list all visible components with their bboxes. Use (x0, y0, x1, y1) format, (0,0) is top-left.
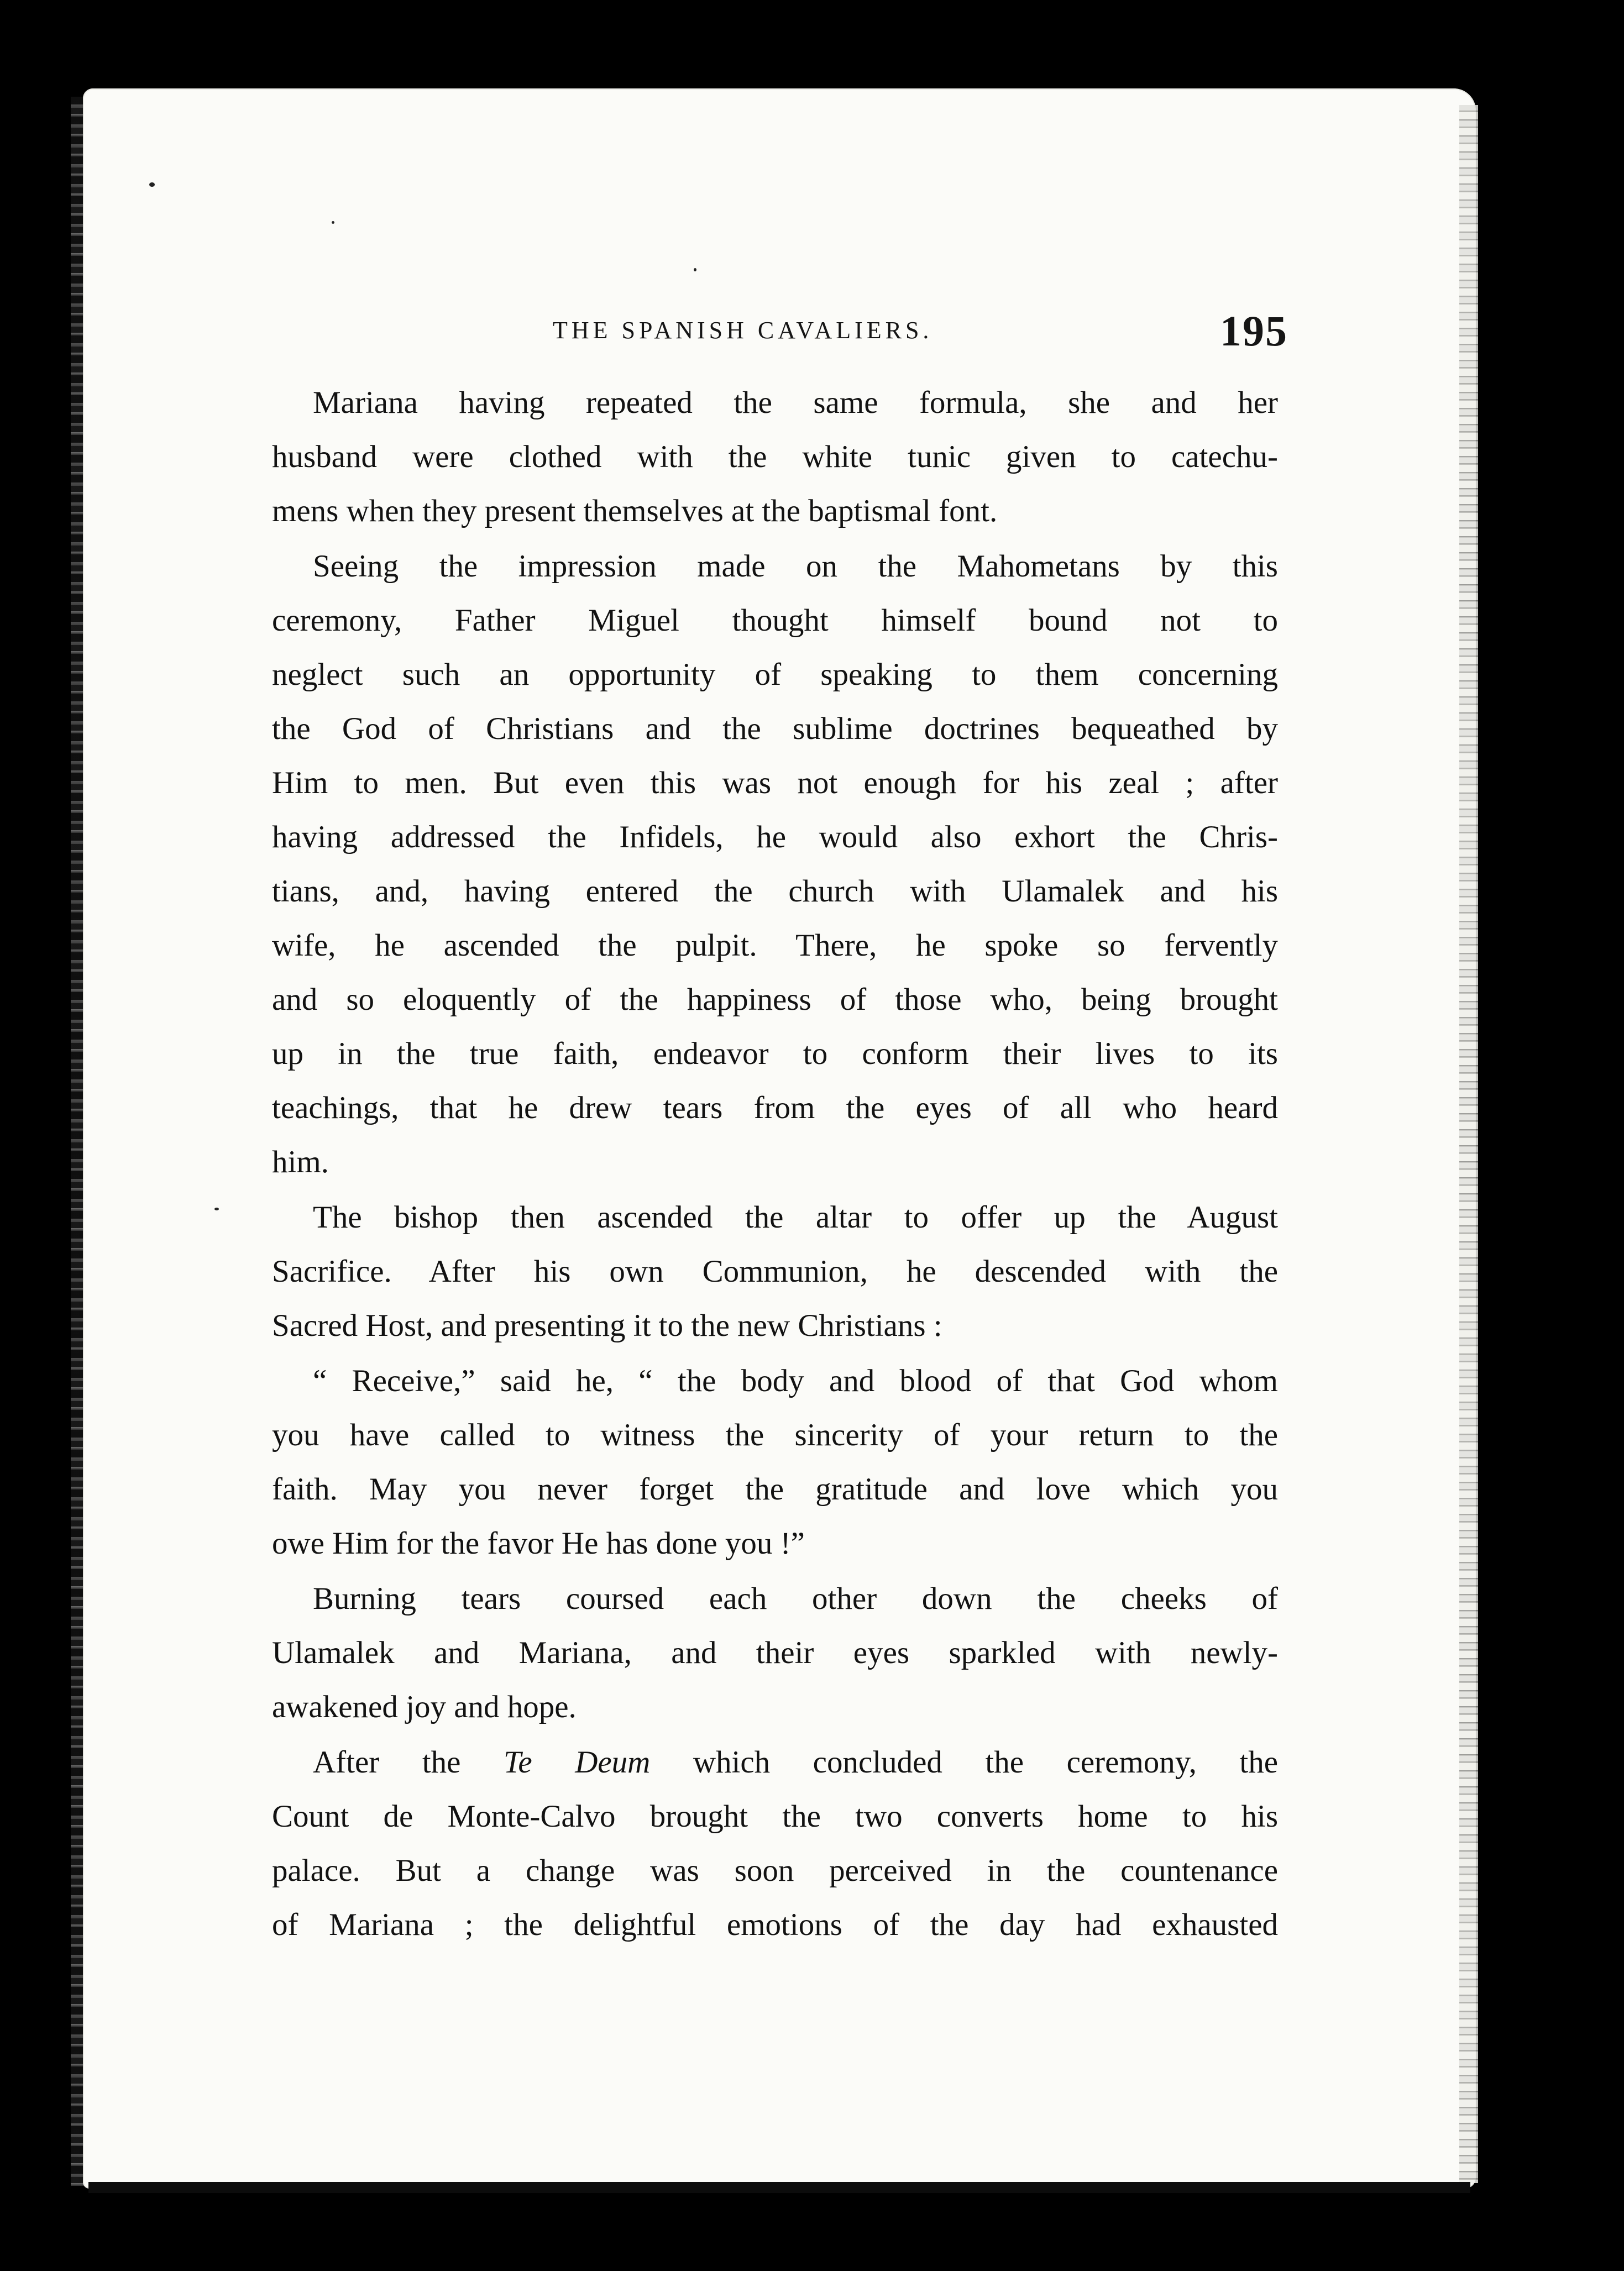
text-line: Seeing the impression made on the Mahometans by this (313, 549, 1278, 584)
text-line: up in the true faith, endeavor to conform their lives to its (272, 1036, 1278, 1071)
text-line: him. (272, 1145, 329, 1179)
text-line: awakened joy and hope. (272, 1690, 577, 1724)
text-line: Count de Monte-Calvo brought the two converts home to his (272, 1799, 1278, 1834)
text-line: of Mariana ; the delightful emotions of the day had exhausted (272, 1907, 1278, 1942)
text-run: which concluded the ceremony, the (650, 1745, 1278, 1780)
scan-speck (332, 221, 334, 224)
running-head (276, 307, 1299, 359)
text-line: neglect such an opportunity of speaking to them concerning (272, 657, 1278, 692)
text-line: ceremony, Father Miguel thought himself bound not to (272, 603, 1278, 638)
text-line: and so eloquently of the happiness of those who, being brought (272, 982, 1278, 1017)
text-line (272, 1735, 1278, 1790)
paragraph (272, 1190, 1278, 1353)
paragraph (272, 376, 1278, 538)
text-line: husband were clothed with the white tunic given to catechu- (272, 439, 1278, 474)
text-line: Mariana having repeated the same formula, she and her (313, 385, 1278, 420)
scan-speck (214, 1208, 219, 1210)
page-number: 195 (1220, 307, 1288, 355)
paragraph (272, 1354, 1278, 1571)
text-line: Him to men. But even this was not enough for his zeal ; after (272, 765, 1278, 800)
text-line: wife, he ascended the pulpit. There, he spoke so fervently (272, 928, 1278, 963)
page-fore-edge (1459, 105, 1478, 2183)
body-text (272, 376, 1278, 1952)
text-line: Sacred Host, and presenting it to the new Christians : (272, 1308, 942, 1343)
page-bottom-shadow (88, 2182, 1470, 2193)
text-line: Burning tears coursed each other down the cheeks of (313, 1581, 1278, 1616)
paragraph (272, 539, 1278, 1189)
text-line: palace. But a change was soon perceived in the countenance (272, 1853, 1278, 1888)
text-line: owe Him for the favor He has done you !” (272, 1526, 805, 1561)
text-line: “ Receive,” said he, “ the body and blood of that God whom (313, 1363, 1278, 1398)
text-line: Ulamalek and Mariana, and their eyes sparkled with newly- (272, 1635, 1278, 1670)
scan-speck (149, 182, 155, 187)
text-line: teachings, that he drew tears from the eyes of all who heard (272, 1090, 1278, 1125)
text-run: After the (313, 1745, 504, 1780)
paragraph (272, 1735, 1278, 1952)
text-line: having addressed the Infidels, he would also exhort the Chris- (272, 820, 1278, 854)
text-line: mens when they present themselves at the baptismal font. (272, 494, 998, 528)
text-line: Sacrifice. After his own Communion, he descended with the (272, 1254, 1278, 1289)
scan-speck (694, 268, 696, 271)
paragraph (272, 1572, 1278, 1734)
text-line: you have called to witness the sincerity of your return to the (272, 1418, 1278, 1452)
text-line: faith. May you never forget the gratitude and love which you (272, 1472, 1278, 1507)
text-line: the God of Christians and the sublime doctrines bequeathed by (272, 711, 1278, 746)
text-line: tians, and, having entered the church with Ulamalek and his (272, 874, 1278, 909)
running-title: THE SPANISH CAVALIERS. (553, 317, 933, 344)
italic-term: Te Deum (503, 1745, 651, 1780)
text-line: The bishop then ascended the altar to offer up the August (313, 1200, 1278, 1235)
